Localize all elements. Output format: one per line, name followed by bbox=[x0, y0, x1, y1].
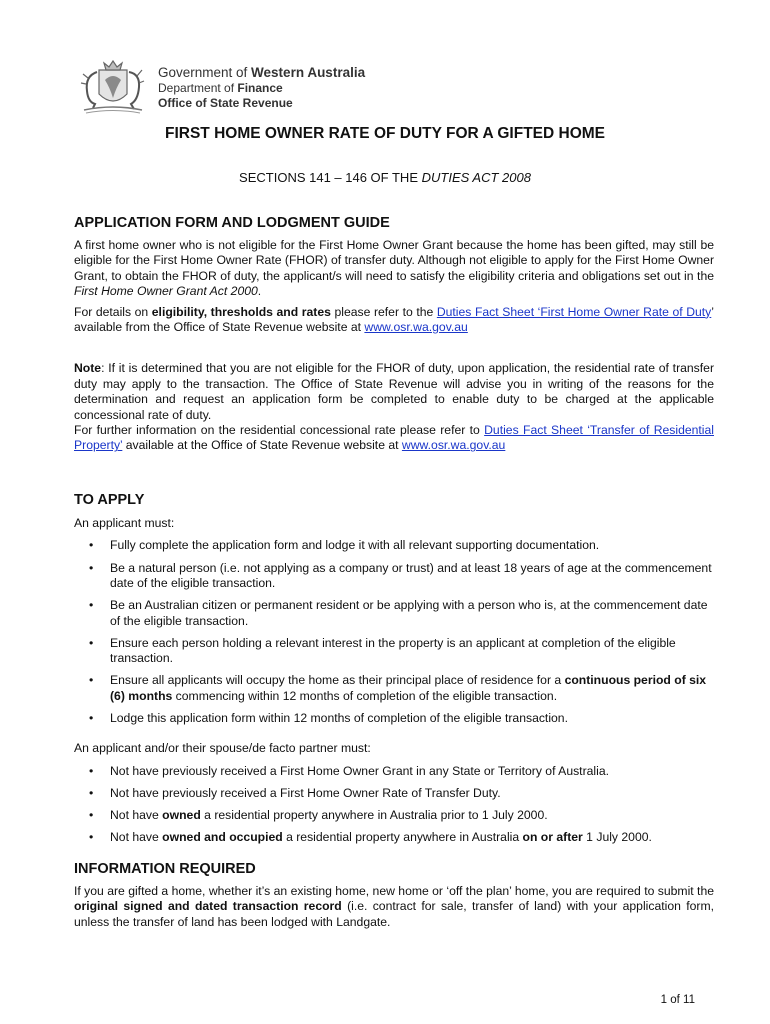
list-item bbox=[74, 808, 714, 823]
item-text-c: 1 July 2000. bbox=[582, 830, 652, 845]
item-text-b: commencing within 12 months of completion of the eligible transaction. bbox=[172, 688, 558, 703]
details-bold: eligibility, thresholds and rates bbox=[151, 304, 331, 319]
applicant-requirements-list bbox=[74, 538, 714, 726]
spouse-requirements-list bbox=[74, 764, 714, 846]
bullet-icon: • bbox=[89, 560, 94, 575]
list-item bbox=[74, 764, 714, 779]
item-bold: continuous period of six (6) months bbox=[110, 673, 707, 703]
item-text: Ensure each person holding a relevant interest in the property is an applicant at completion of the eligible transaction. bbox=[110, 635, 676, 666]
item-text-b: a residential property anywhere in Australia prior to 1 July 2000. bbox=[200, 808, 548, 823]
item-text: Be an Australian citizen or permanent resident or be applying with a person who is, at the commencement date of the eligible transaction. bbox=[110, 598, 708, 628]
government-line bbox=[158, 65, 365, 81]
gov-name: Western Australia bbox=[251, 65, 366, 80]
department-line bbox=[158, 81, 365, 96]
bullet-icon: • bbox=[89, 763, 94, 778]
list-item bbox=[74, 598, 714, 629]
intro-act: First Home Owner Grant Act 2000 bbox=[74, 284, 258, 299]
intro-end: . bbox=[257, 284, 262, 299]
bullet-icon: • bbox=[89, 711, 94, 726]
note-label: Note bbox=[74, 361, 102, 376]
bullet-icon: • bbox=[89, 808, 94, 823]
to-apply-section bbox=[74, 491, 714, 853]
further-text-b: available at the Office of State Revenue website at bbox=[122, 438, 402, 453]
spouse-intro: An applicant and/or their spouse/de facto partner must: bbox=[74, 741, 371, 756]
info-text-b: (i.e. contract for sale, transfer of land) with your application form, unless the transfer of land has been lodged with Landgate. bbox=[74, 899, 714, 929]
coat-of-arms-icon bbox=[76, 58, 150, 116]
subtitle-prefix: SECTIONS 141 – 146 OF THE bbox=[239, 170, 422, 185]
info-bold: original signed and dated transaction record bbox=[74, 899, 342, 914]
information-paragraph bbox=[74, 884, 714, 930]
item-text: Lodge this application form within 12 months of completion of the eligible transaction. bbox=[110, 711, 568, 726]
item-bold: owned bbox=[162, 808, 201, 823]
gov-prefix: Government of bbox=[158, 65, 252, 80]
bullet-icon: • bbox=[89, 786, 94, 801]
guide-heading: APPLICATION FORM AND LODGMENT GUIDE bbox=[74, 215, 390, 231]
list-item bbox=[74, 786, 714, 801]
document-title: FIRST HOME OWNER RATE OF DUTY FOR A GIFTED HOME bbox=[164, 125, 606, 142]
list-item bbox=[74, 561, 714, 592]
information-heading: INFORMATION REQUIRED bbox=[74, 861, 256, 877]
bullet-icon: • bbox=[89, 830, 94, 845]
info-text-a: If you are gifted a home, whether it’s an existing home, new home or ‘off the plan’ home, you are required to submit the bbox=[74, 884, 714, 898]
bullet-icon: • bbox=[89, 635, 94, 650]
intro-paragraph bbox=[74, 238, 714, 300]
item-text: Fully complete the application form and lodge it with all relevant supporting documentation. bbox=[110, 538, 600, 553]
bullet-icon: • bbox=[89, 598, 94, 613]
item-bold-2: on or after bbox=[522, 830, 583, 845]
item-text: Not have previously received a First Home Owner Grant in any State or Territory of Australia. bbox=[110, 763, 609, 778]
item-text: Not have previously received a First Home Owner Rate of Transfer Duty. bbox=[110, 786, 501, 801]
fact-sheet-fhor-link[interactable]: Duties Fact Sheet ‘First Home Owner Rate of Duty bbox=[436, 304, 712, 319]
item-bold: owned and occupied bbox=[162, 830, 283, 845]
fact-sheet-transfer-link[interactable]: Duties Fact Sheet ‘Transfer of Residential Property’ bbox=[74, 423, 714, 453]
agency-name bbox=[158, 65, 365, 111]
list-item bbox=[74, 538, 714, 553]
details-text-a: For details on bbox=[74, 304, 152, 319]
document-subtitle bbox=[0, 169, 770, 186]
list-item bbox=[74, 711, 714, 726]
bullet-icon: • bbox=[89, 673, 94, 688]
item-text-a: Not have bbox=[110, 830, 163, 845]
intro-text: A first home owner who is not eligible for the First Home Owner Grant because the home has been gifted, may still be eligible for the First Home Owner Rate (FHOR) of transfer duty. Although not eligible to apply for the First Home Owner Grant, to obtain the FHOR of duty, the applicant/s will need to satisfy the eligibility criteria and obligations set out in the bbox=[74, 238, 714, 283]
item-text-a: Not have bbox=[110, 808, 163, 823]
item-text-b: a residential property anywhere in Australia bbox=[282, 830, 523, 845]
item-text: Be a natural person (i.e. not applying as a company or trust) and at least 18 years of age at the commencement date of the eligible transaction. bbox=[110, 560, 712, 591]
applicant-intro: An applicant must: bbox=[74, 516, 175, 530]
note-text: : If it is determined that you are not eligible for the FHOR of duty, upon application, the residential rate of transfer duty may apply to the transaction. The Office of State Revenue will advise you in writing of the reasons for the determination and request an application form be completed to enable duty to be charged at the applicable concessional rate of duty. bbox=[74, 361, 714, 422]
list-item bbox=[74, 673, 714, 704]
list-item bbox=[74, 636, 714, 667]
further-text-a: For further information on the residential concessional rate please refer to bbox=[74, 423, 485, 438]
list-item bbox=[74, 830, 714, 845]
page-number: 1 of 11 bbox=[660, 994, 695, 1006]
details-text-b: please refer to the bbox=[330, 304, 437, 319]
details-text-c: ’ available from the Office of State Revenue website at bbox=[74, 304, 714, 335]
note-paragraph bbox=[74, 361, 714, 423]
item-text-a: Ensure all applicants will occupy the home as their principal place of residence for a bbox=[110, 673, 565, 688]
letterhead bbox=[76, 58, 436, 118]
subtitle-act: DUTIES ACT 2008 bbox=[421, 170, 531, 185]
further-info-paragraph bbox=[74, 423, 714, 454]
information-required-section bbox=[74, 860, 714, 930]
details-paragraph bbox=[74, 305, 714, 336]
dept-name: Finance bbox=[237, 81, 283, 95]
osr-website-link[interactable]: www.osr.wa.gov.au bbox=[364, 320, 468, 335]
to-apply-heading: TO APPLY bbox=[74, 492, 145, 508]
office-line: Office of State Revenue bbox=[158, 96, 293, 110]
osr-website-link-2[interactable]: www.osr.wa.gov.au bbox=[401, 438, 506, 453]
bullet-icon: • bbox=[89, 538, 94, 553]
dept-prefix: Department of bbox=[158, 81, 238, 95]
guide-section bbox=[74, 214, 714, 454]
